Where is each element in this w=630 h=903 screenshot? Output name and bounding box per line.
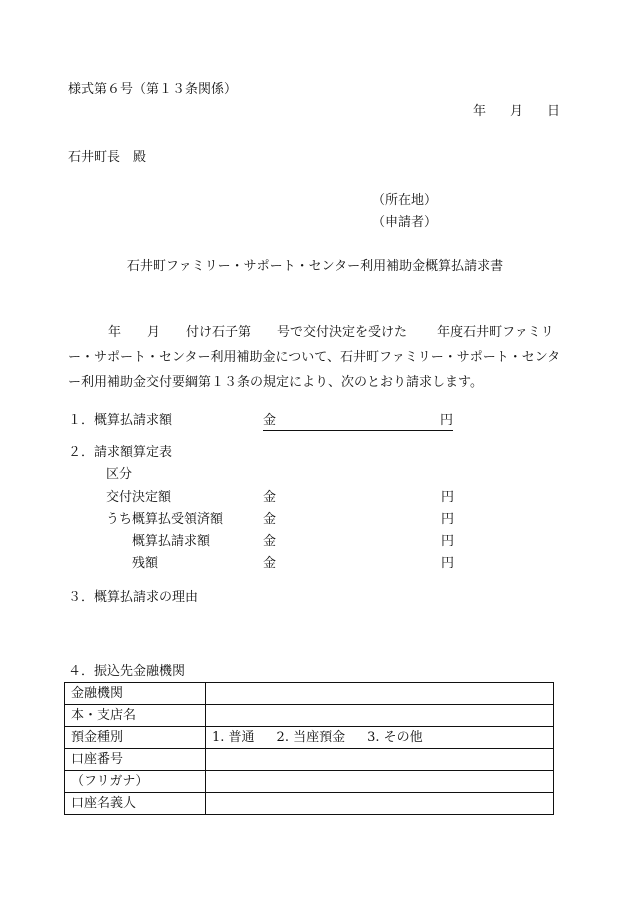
- location-label: （所在地）: [372, 193, 438, 208]
- furigana-field[interactable]: [206, 771, 554, 793]
- account-number-label: 口座番号: [65, 749, 206, 771]
- calc-row: [0, 512, 630, 528]
- date-line: [473, 104, 560, 120]
- body-year: 年: [108, 325, 122, 340]
- section1-yen: 円: [439, 413, 453, 428]
- branch-name-field[interactable]: [206, 705, 554, 727]
- calc-row-kin: 金: [263, 512, 277, 527]
- calc-row-kin: 金: [263, 490, 277, 505]
- body-fiscal-year: 年度石井町ファミリ: [437, 325, 554, 340]
- addressee: 石井町長 殿: [68, 150, 147, 165]
- account-holder-label: 口座名義人: [65, 793, 206, 815]
- section4-title: ４．振込先金融機関: [68, 664, 186, 679]
- bank-account-table: [64, 682, 554, 815]
- body-issue-number: 付け石子第: [186, 325, 252, 340]
- body-text: [68, 320, 562, 395]
- branch-name-label: 本・支店名: [65, 705, 206, 727]
- bank-name-field[interactable]: [206, 683, 554, 705]
- deposit-type-options: [206, 727, 554, 749]
- calc-row: [0, 556, 630, 572]
- date-day: 日: [546, 104, 560, 119]
- document-title: 石井町ファミリー・サポート・センター利用補助金概算払請求書: [126, 259, 504, 274]
- section1-title: １．概算払請求額: [68, 413, 173, 428]
- deposit-option-ordinary[interactable]: 1. 普通: [212, 730, 255, 745]
- form-number: 様式第６号（第１３条関係）: [68, 82, 238, 97]
- body-month: 月: [147, 325, 161, 340]
- calc-row-kin: 金: [263, 534, 277, 549]
- calc-row-label: 概算払請求額: [132, 534, 211, 549]
- deposit-option-checking[interactable]: 2. 当座預金: [276, 730, 346, 745]
- calc-row-label: うち概算払受領済額: [106, 512, 224, 527]
- calc-row: [0, 534, 630, 550]
- table-row: [65, 705, 554, 727]
- account-number-field[interactable]: [206, 749, 554, 771]
- calc-row-yen: 円: [441, 512, 455, 527]
- calc-row-yen: 円: [441, 534, 455, 549]
- date-year: 年: [472, 104, 486, 119]
- section2-title: ２．請求額算定表: [68, 445, 173, 460]
- calc-row-label: 残額: [132, 556, 159, 571]
- section1-kin: 金: [263, 413, 277, 428]
- bank-name-label: 金融機関: [65, 683, 206, 705]
- body-line-2: ー・サポート・センター利用補助金について、石井町ファミリー・サポート・センタ: [68, 350, 561, 365]
- calc-row-label: 交付決定額: [106, 490, 172, 505]
- furigana-label: （フリガナ）: [65, 771, 206, 793]
- body-line-3: ー利用補助金交付要綱第１３条の規定により、次のとおり請求します。: [68, 375, 483, 390]
- table-row: [65, 771, 554, 793]
- table-row: [65, 749, 554, 771]
- body-decision: 号で交付決定を受けた: [277, 325, 408, 340]
- table-row: [65, 683, 554, 705]
- account-holder-field[interactable]: [206, 793, 554, 815]
- calc-row: [0, 490, 630, 506]
- calc-category-row: [0, 467, 630, 483]
- date-month: 月: [509, 104, 523, 119]
- body-line-1: [68, 320, 562, 345]
- calc-row-kin: 金: [263, 556, 277, 571]
- calc-row-yen: 円: [441, 556, 455, 571]
- section1-amount-field[interactable]: [263, 413, 453, 431]
- deposit-type-label: 預金種別: [65, 727, 206, 749]
- table-row: [65, 727, 554, 749]
- calc-category-label: 区分: [106, 467, 133, 482]
- calc-row-yen: 円: [441, 490, 455, 505]
- deposit-option-other[interactable]: 3. その他: [367, 730, 423, 745]
- section3-title: ３．概算払請求の理由: [68, 590, 199, 605]
- applicant-label: （申請者）: [372, 215, 438, 230]
- table-row: [65, 793, 554, 815]
